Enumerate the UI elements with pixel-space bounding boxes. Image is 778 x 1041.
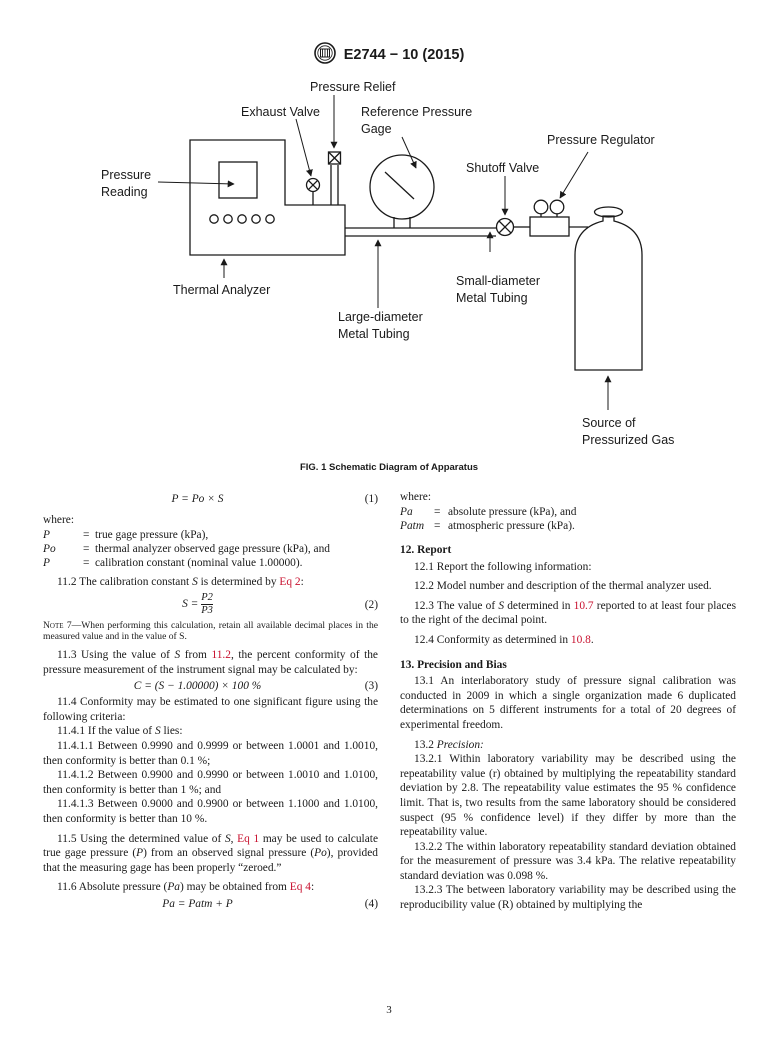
pressure-regulator xyxy=(530,217,569,236)
pressure-reading-display xyxy=(219,162,257,198)
paragraph-13-2: 13.2 Precision: xyxy=(414,738,484,751)
paragraph-12-2: 12.2 Model number and description of the thermal analyzer used. xyxy=(414,580,712,593)
section-heading-13: 13. Precision and Bias xyxy=(400,658,507,671)
analyzer-knobs xyxy=(210,215,274,223)
gas-cylinder xyxy=(575,216,642,370)
paragraph-11-5: 11.5 Using the determined value of S, Eq 1 may be used to calculate true gage pressure (P) from an observed signal pressure (Po), provided that the measuring gage has been properly “zeroed.” xyxy=(43,832,378,874)
astm-logo-icon xyxy=(314,42,336,68)
label-thermal-analyzer: Thermal Analyzer xyxy=(173,283,271,297)
link-10-8[interactable]: 10.8 xyxy=(570,633,591,646)
paragraph-12-4: 12.4 Conformity as determined in 10.8. xyxy=(414,633,594,646)
paragraph-11-4-1-2: 11.4.1.2 Between 0.9900 and 0.9990 or between 1.0010 and 1.0100, then conformity is better than 1 %; and xyxy=(43,769,378,796)
equation-3: C = (S − 1.00000) × 100 % (3) xyxy=(133,679,378,692)
paragraph-11-4-1-3: 11.4.1.3 Between 0.9000 and 0.9900 or between 1.1000 and 1.0100, then conformity is better than 10 %. xyxy=(43,798,378,825)
label-reference-gage-2: Gage xyxy=(361,122,392,136)
label-reference-gage: Reference Pressure xyxy=(361,105,473,119)
paragraph-13-2-3: 13.2.3 The between laboratory variability may be described using the reproducibility value (R) obtained by multiplying the xyxy=(400,884,736,912)
equation-1: P = Po × S (1) xyxy=(171,492,378,505)
label-pressure-reading: Pressure xyxy=(101,168,152,182)
paragraph-12-1: 12.1 Report the following information: xyxy=(414,560,592,573)
label-pressure-reading-2: Reading xyxy=(101,185,148,199)
paragraph-11-6: 11.6 Absolute pressure (Pa) may be obtained from Eq 4: xyxy=(57,881,315,894)
paragraph-11-2: 11.2 The calibration constant S is determined by Eq 2: xyxy=(57,576,304,589)
figure-caption: FIG. 1 Schematic Diagram of Apparatus xyxy=(299,462,479,473)
link-11-2[interactable]: 11.2 xyxy=(211,648,231,661)
left-column xyxy=(43,490,378,913)
paragraph-13-2-1: 13.2.1 Within laboratory variability may be described using the repeatability value (r) obtained by multiplying the repeatability standard deviation by 2.8. The repeatability value estimates the 95 % confidence limit. That is, two results from the same laboratory should be considered suspect (95 % confidence level) if they differ by more than the repeatability value. xyxy=(400,753,736,839)
page-number: 3 xyxy=(386,1004,392,1016)
paragraph-12-3: 12.3 The value of S determined in 10.7 reported to at least four places to the right of the decimal point. xyxy=(400,599,737,627)
link-eq-4[interactable]: Eq 4 xyxy=(289,881,311,894)
paragraph-13-2-2: 13.2.2 The within laboratory repeatability standard deviation obtained for the measurement of pressure was 3.4 kPa. The relative repeatability standard deviation was 0.098 %. xyxy=(400,840,736,882)
label-exhaust-valve: Exhaust Valve xyxy=(241,105,320,119)
paragraph-13-1: 13.1 An interlaboratory study of pressure signal calibration was conducted in 2009 in which a single organization made 6 duplicated determinations on 5 different instruments for a total of 20 degrees of experimental freedom. xyxy=(400,675,736,731)
label-large-tubing-2: Metal Tubing xyxy=(338,327,410,341)
where-label-right: where: xyxy=(400,491,431,503)
label-gas-source-2: Pressurized Gas xyxy=(582,433,675,447)
paragraph-11-4-1-1: 11.4.1.1 Between 0.9990 and 0.9999 or between 1.0001 and 1.0010, then conformity is better than 0.1 %; xyxy=(43,739,378,767)
label-shutoff-valve: Shutoff Valve xyxy=(466,161,540,175)
note-7: Note 7—When performing this calculation, retain all available decimal places in the measured value and in the value of S. xyxy=(43,619,379,643)
label-small-tubing: Small-diameter xyxy=(456,274,541,288)
equation-2: S = $\frac{P2}{P3}$ (2) xyxy=(182,592,378,617)
equation-4: Pa = Patm + P (4) xyxy=(162,897,378,910)
label-gas-source: Source of xyxy=(582,416,636,430)
paragraph-11-4-1: 11.4.1 If the value of S lies: xyxy=(57,725,183,738)
label-pressure-regulator: Pressure Regulator xyxy=(547,133,655,147)
label-large-tubing: Large-diameter xyxy=(338,310,423,324)
link-eq-1[interactable]: Eq 1 xyxy=(237,832,260,845)
document-header xyxy=(0,42,778,68)
definitions-list: P = true gage pressure (kPa), Po = thermal analyzer observed gage pressure (kPa), and P = calibration constant (nominal value 1.00000). xyxy=(43,528,330,569)
right-column xyxy=(400,490,736,913)
label-small-tubing-2: Metal Tubing xyxy=(456,291,528,305)
label-pressure-relief: Pressure Relief xyxy=(310,80,396,94)
thermal-analyzer-box xyxy=(190,140,345,255)
definitions-list-right: Pa = absolute pressure (kPa), and Patm = atmospheric pressure (kPa). xyxy=(400,505,577,532)
link-eq-2[interactable]: Eq 2 xyxy=(279,576,301,589)
paragraph-11-4: 11.4 Conformity may be estimated to one significant figure using the following criteria: xyxy=(43,696,378,723)
section-heading-12: 12. Report xyxy=(400,544,452,556)
standard-designation: E2744 − 10 (2015) xyxy=(343,47,465,63)
paragraph-11-3: 11.3 Using the value of S from 11.2, the percent conformity of the pressure measurement of the instrument signal may be calculated by: xyxy=(43,648,378,676)
apparatus-schematic xyxy=(0,70,778,460)
where-label: where: xyxy=(43,514,74,526)
link-10-7[interactable]: 10.7 xyxy=(573,599,594,612)
